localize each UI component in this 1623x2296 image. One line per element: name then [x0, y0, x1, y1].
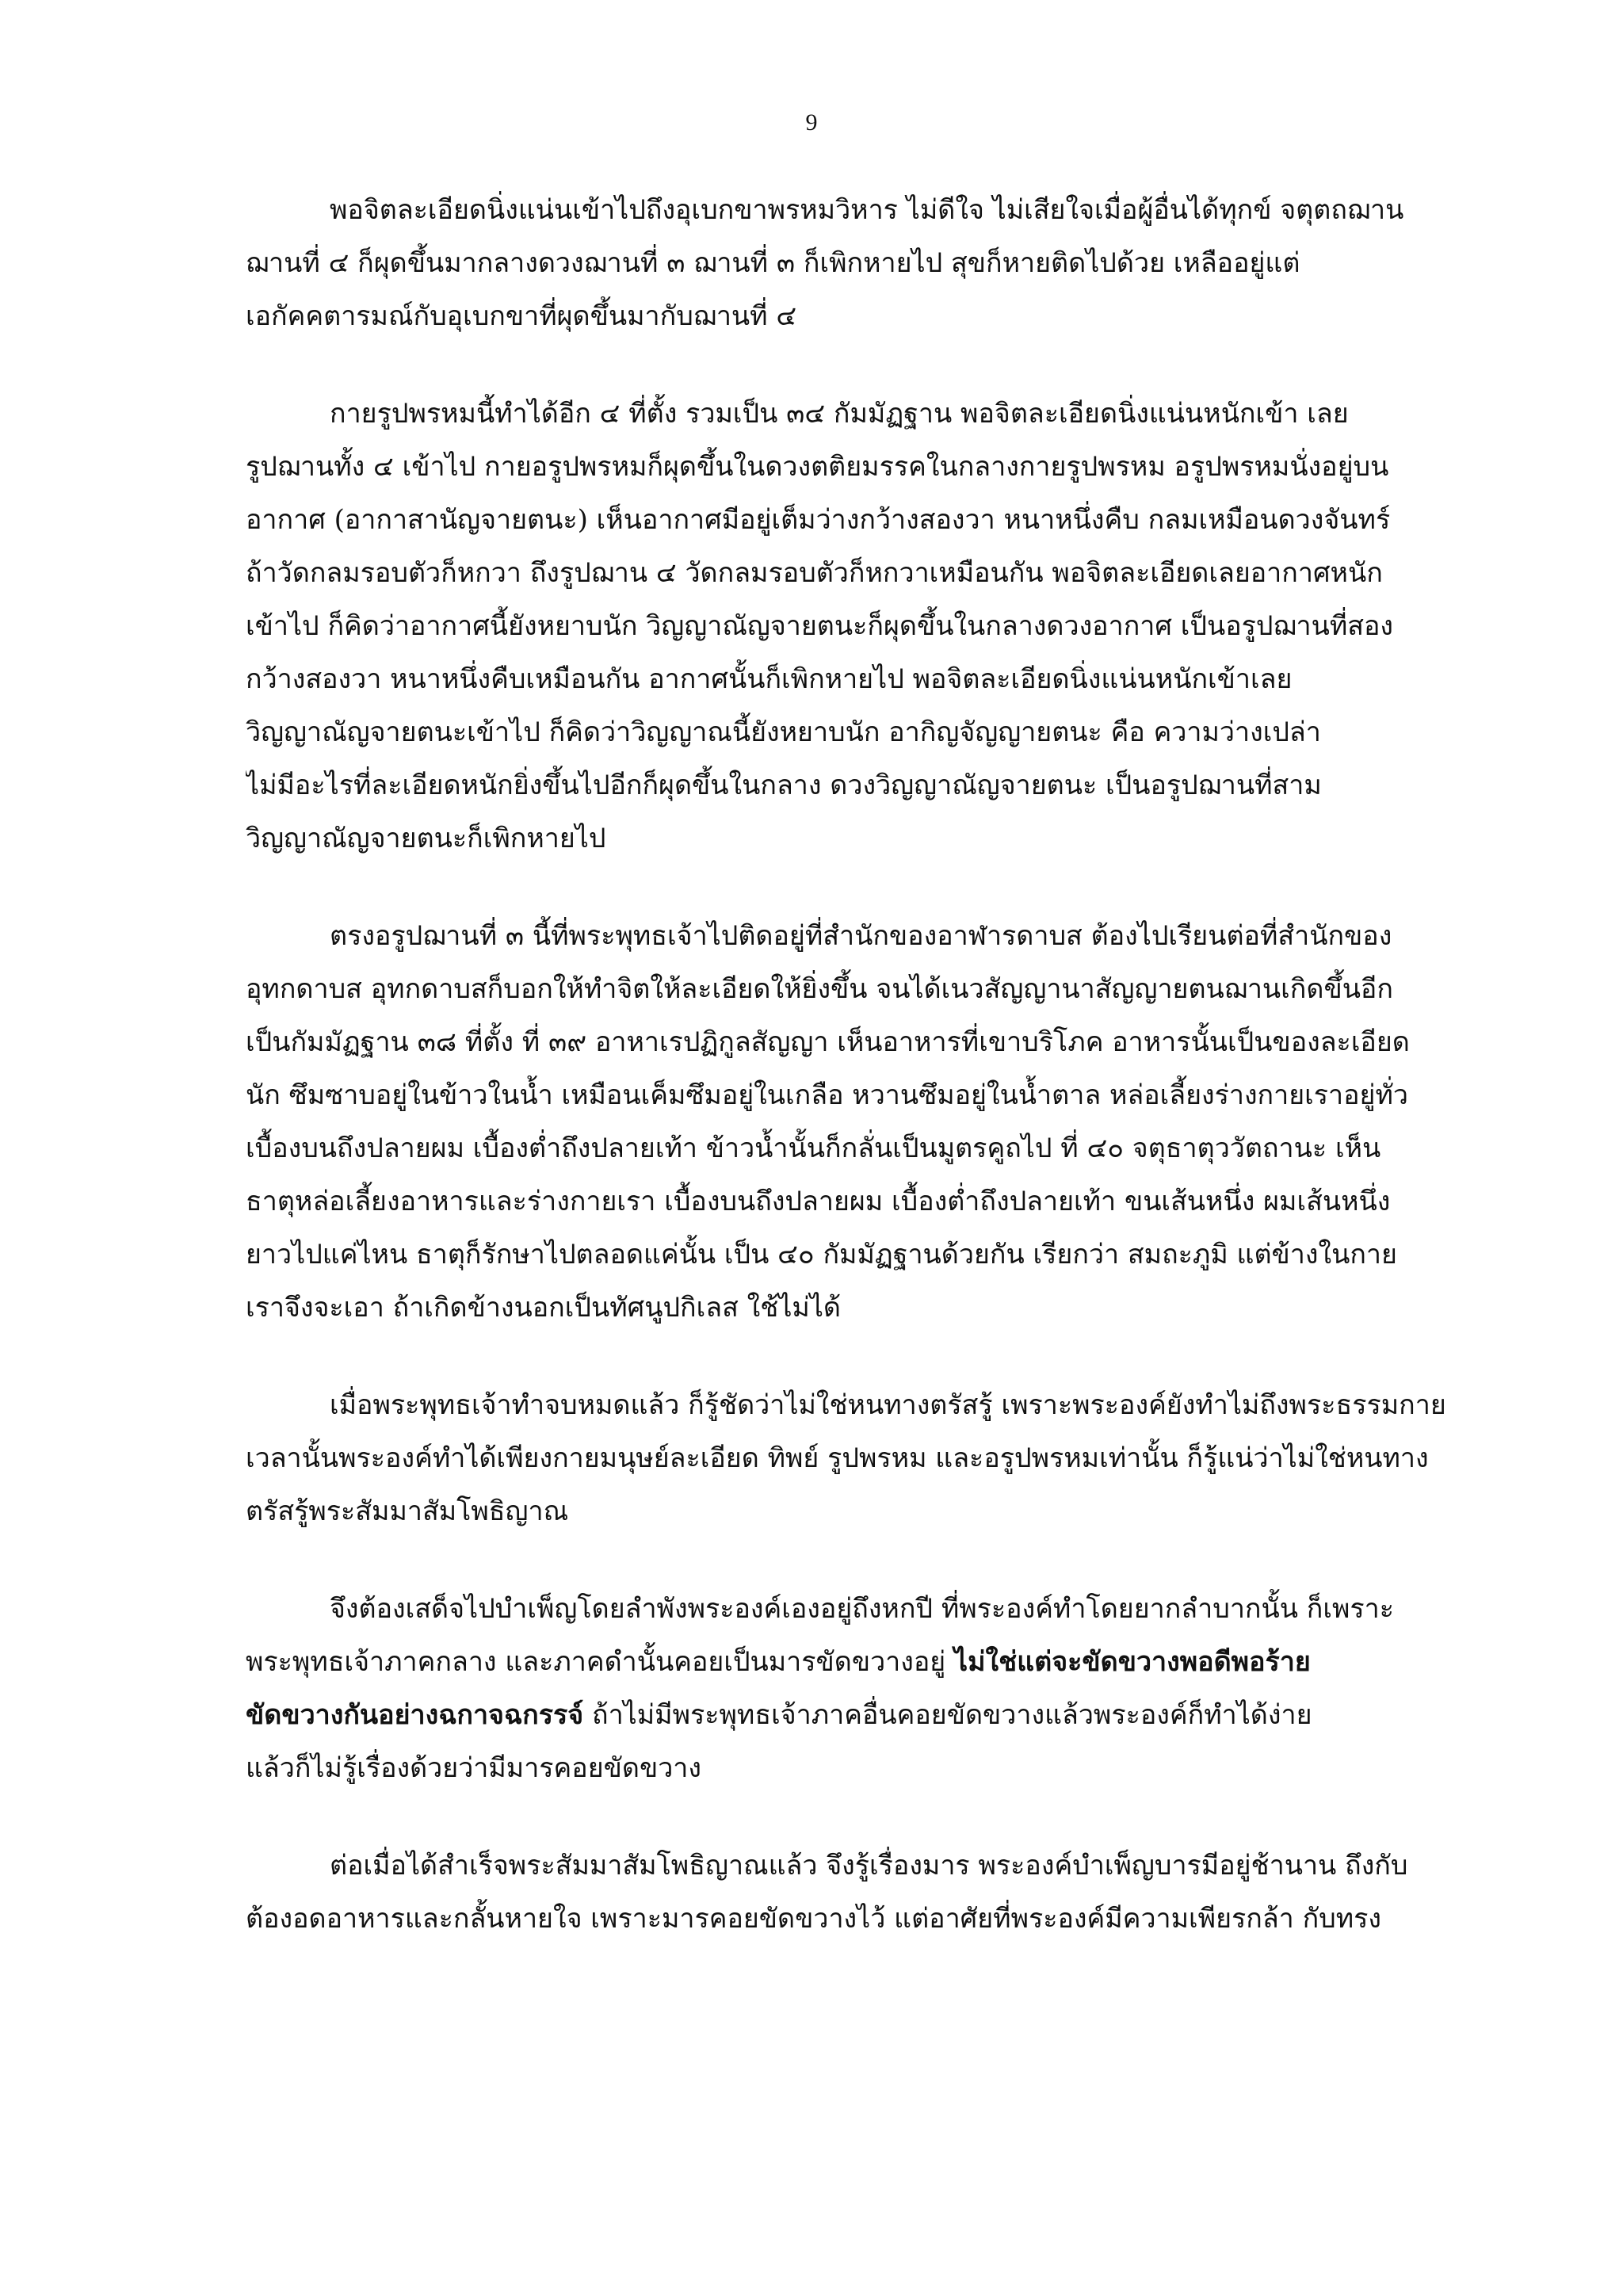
paragraph-line: อุทกดาบส อุทกดาบสก็บอกให้ทำจิตให้ละเอียดให้ยิ่งขึ้น จนได้เนวสัญญานาสัญญายตนฌานเกิดขึ้นอีก	[246, 973, 1393, 1005]
paragraph-line: จึงต้องเสด็จไปบำเพ็ญโดยลำพังพระองค์เองอยู่ถึงหกปี ที่พระองค์ทำโดยยากลำบากนั้น ก็เพราะ	[330, 1593, 1395, 1625]
paragraph-line: เอกัคคตารมณ์กับอุเบกขาที่ผุดขึ้นมากับฌานที่ ๔	[246, 300, 797, 332]
paragraph-line: ต่อเมื่อได้สำเร็จพระสัมมาสัมโพธิญาณแล้ว จึงรู้เรื่องมาร พระองค์บำเพ็ญบารมีอยู่ช้านาน ถึงกับ	[330, 1850, 1408, 1881]
plain-text: พระพุทธเจ้าภาคกลาง และภาคดำนั้นคอยเป็นมารขัดขวางอยู่	[246, 1646, 955, 1678]
paragraph-line: ยาวไปแค่ไหน ธาตุก็รักษาไปตลอดแค่นั้น เป็น ๔๐ กัมมัฏฐานด้วยกัน เรียกว่า สมถะภูมิ แต่ข้างในกาย	[246, 1239, 1397, 1270]
paragraph-line: ฌานที่ ๔ ก็ผุดขึ้นมากลางดวงฌานที่ ๓ ฌานที่ ๓ ก็เพิกหายไป สุขก็หายติดไปด้วย เหลืออยู่แต่	[246, 247, 1300, 279]
paragraph-line: เบื้องบนถึงปลายผม เบื้องต่ำถึงปลายเท้า ข้าวน้ำนั้นก็กลั่นเป็นมูตรคูถไป ที่ ๔๐ จตุธาตุววัตถานะ เห็น	[246, 1133, 1381, 1164]
paragraph-line: เราจึงจะเอา ถ้าเกิดข้างนอกเป็นทัศนูปกิเลส ใช้ไม่ได้	[246, 1292, 842, 1324]
paragraph-line: อากาศ (อากาสานัญจายตนะ) เห็นอากาศมีอยู่เต็มว่างกว้างสองวา หนาหนึ่งคืบ กลมเหมือนดวงจันทร์	[246, 504, 1391, 536]
paragraph-3	[246, 910, 1482, 1335]
paragraph-line	[246, 1689, 1482, 1742]
paragraph-line: พอจิตละเอียดนิ่งแน่นเข้าไปถึงอุเบกขาพรหมวิหาร ไม่ดีใจ ไม่เสียใจเมื่อผู้อื่นได้ทุกข์ จตุตถฌาน	[330, 194, 1404, 226]
paragraph-line: ไม่มีอะไรที่ละเอียดหนักยิ่งขึ้นไปอีกก็ผุดขึ้นในกลาง ดวงวิญญาณัญจายตนะ เป็นอรูปฌานที่สาม	[246, 770, 1322, 801]
paragraph-line	[246, 1636, 1482, 1689]
paragraph-2	[246, 388, 1482, 865]
paragraph-1	[246, 184, 1482, 343]
paragraph-4	[246, 1379, 1482, 1538]
paragraph-line: เมื่อพระพุทธเจ้าทำจบหมดแล้ว ก็รู้ชัดว่าไม่ใช่หนทางตรัสรู้ เพราะพระองค์ยังทำไม่ถึงพระธรรมกาย	[330, 1389, 1446, 1421]
paragraph-line: เป็นกัมมัฏฐาน ๓๘ ที่ตั้ง ที่ ๓๙ อาหาเรปฏิกูลสัญญา เห็นอาหารที่เขาบริโภค อาหารนั้นเป็นของละเอียด	[246, 1026, 1410, 1058]
paragraph-line: ธาตุหล่อเลี้ยงอาหารและร่างกายเรา เบื้องบนถึงปลายผม เบื้องต่ำถึงปลายเท้า ขนเส้นหนึ่ง ผมเส้นหนึ่ง	[246, 1186, 1391, 1217]
paragraph-line: นัก ซึมซาบอยู่ในข้าวในน้ำ เหมือนเค็มซึมอยู่ในเกลือ หวานซึมอยู่ในน้ำตาล หล่อเลี้ยงร่างกายเราอยู่ทั่ว	[246, 1079, 1408, 1111]
paragraph-line: ตรงอรูปฌานที่ ๓ นี้ที่พระพุทธเจ้าไปติดอยู่ที่สำนักของอาฬารดาบส ต้องไปเรียนต่อที่สำนักของ	[330, 920, 1392, 952]
paragraph-line: กายรูปพรหมนี้ทำได้อีก ๔ ที่ตั้ง รวมเป็น ๓๔ กัมมัฏฐาน พอจิตละเอียดนิ่งแน่นหนักเข้า เลย	[330, 398, 1349, 430]
paragraph-line: ตรัสรู้พระสัมมาสัมโพธิญาณ	[246, 1496, 569, 1527]
plain-text: ถ้าไม่มีพระพุทธเจ้าภาคอื่นคอยขัดขวางแล้วพระองค์ก็ทำได้ง่าย	[583, 1699, 1312, 1731]
paragraph-line: ถ้าวัดกลมรอบตัวก็หกวา ถึงรูปฌาน ๔ วัดกลมรอบตัวก็หกวาเหมือนกัน พอจิตละเอียดเลยอากาศหนัก	[246, 557, 1383, 589]
paragraph-line: วิญญาณัญจายตนะก็เพิกหายไป	[246, 823, 606, 854]
emphasized-text: ขัดขวางกันอย่างฉกาจฉกรรจ์	[246, 1699, 584, 1731]
emphasized-text: ไม่ใช่แต่จะขัดขวางพอดีพอร้าย	[954, 1646, 1311, 1678]
document-body	[246, 184, 1482, 1990]
paragraph-line: ต้องอดอาหารและกลั้นหายใจ เพราะมารคอยขัดขวางไว้ แต่อาศัยที่พระองค์มีความเพียรกล้า กับทรง	[246, 1903, 1382, 1935]
paragraph-line: กว้างสองวา หนาหนึ่งคืบเหมือนกัน อากาศนั้นก็เพิกหายไป พอจิตละเอียดนิ่งแน่นหนักเข้าเลย	[246, 663, 1293, 695]
paragraph-line: รูปฌานทั้ง ๔ เข้าไป กายอรูปพรหมก็ผุดขึ้นในดวงตติยมรรคในกลางกายรูปพรหม อรูปพรหมนั่งอยู่บน	[246, 451, 1389, 483]
paragraph-line: เวลานั้นพระองค์ทำได้เพียงกายมนุษย์ละเอียด ทิพย์ รูปพรหม และอรูปพรหมเท่านั้น ก็รู้แน่ว่าไม่ใช่หนทาง	[246, 1442, 1429, 1474]
paragraph-line: แล้วก็ไม่รู้เรื่องด้วยว่ามีมารคอยขัดขวาง	[246, 1752, 701, 1784]
paragraph-5	[246, 1583, 1482, 1795]
paragraph-6	[246, 1839, 1482, 1946]
paragraph-line: เข้าไป ก็คิดว่าอากาศนี้ยังหยาบนัก วิญญาณัญจายตนะก็ผุดขึ้นในกลางดวงอากาศ เป็นอรูปฌานที่สอง	[246, 610, 1394, 642]
paragraph-line: วิญญาณัญจายตนะเข้าไป ก็คิดว่าวิญญาณนี้ยังหยาบนัก อากิญจัญญายตนะ คือ ความว่างเปล่า	[246, 716, 1321, 748]
page-number: 9	[805, 109, 818, 136]
